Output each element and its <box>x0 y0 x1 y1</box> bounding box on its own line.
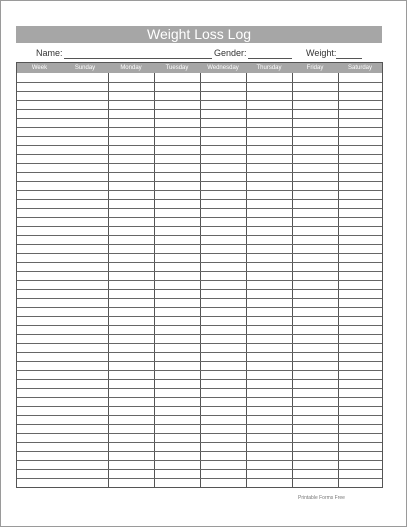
table-row[interactable] <box>17 244 382 245</box>
table-row[interactable] <box>17 262 382 263</box>
table-row[interactable] <box>17 217 382 218</box>
gender-field[interactable] <box>248 58 292 59</box>
table-row[interactable] <box>17 172 382 173</box>
table-row[interactable] <box>17 379 382 380</box>
table-header <box>17 63 382 73</box>
table-row[interactable] <box>17 469 382 470</box>
table-row[interactable] <box>17 334 382 335</box>
weight-label: Weight: <box>306 48 337 58</box>
table-row[interactable] <box>17 352 382 353</box>
table-row[interactable] <box>17 451 382 452</box>
table-row[interactable] <box>17 298 382 299</box>
table-row[interactable] <box>17 118 382 119</box>
table-row[interactable] <box>17 181 382 182</box>
weight-log-table <box>16 62 383 488</box>
table-row[interactable] <box>17 316 382 317</box>
column-header-saturday: Saturday <box>347 65 372 71</box>
table-row[interactable] <box>17 154 382 155</box>
table-row[interactable] <box>17 235 382 236</box>
name-field[interactable] <box>64 58 212 59</box>
table-row[interactable] <box>17 145 382 146</box>
table-row[interactable] <box>17 433 382 434</box>
table-row[interactable] <box>17 190 382 191</box>
table-row[interactable] <box>17 127 382 128</box>
table-row[interactable] <box>17 91 382 92</box>
info-row <box>16 47 383 59</box>
table-row[interactable] <box>17 82 382 83</box>
table-row[interactable] <box>17 370 382 371</box>
column-header-tuesday: Tuesday <box>165 65 189 71</box>
table-row[interactable] <box>17 406 382 407</box>
gender-label: Gender: <box>214 48 247 58</box>
table-row[interactable] <box>17 415 382 416</box>
table-row[interactable] <box>17 424 382 425</box>
table-row[interactable] <box>17 442 382 443</box>
table-row[interactable] <box>17 109 382 110</box>
table-row[interactable] <box>17 289 382 290</box>
name-label: Name: <box>36 48 63 58</box>
weight-field[interactable] <box>336 58 362 59</box>
table-row[interactable] <box>17 199 382 200</box>
table-row[interactable] <box>17 226 382 227</box>
column-header-sunday: Sunday <box>74 65 96 71</box>
table-row[interactable] <box>17 307 382 308</box>
table-row[interactable] <box>17 163 382 164</box>
column-header-friday: Friday <box>306 65 324 71</box>
table-row[interactable] <box>17 397 382 398</box>
column-header-thursday: Thursday <box>256 65 282 71</box>
table-row[interactable] <box>17 280 382 281</box>
table-row[interactable] <box>17 460 382 461</box>
table-row[interactable] <box>17 388 382 389</box>
column-header-monday: Monday <box>120 65 142 71</box>
table-row[interactable] <box>17 478 382 479</box>
table-row[interactable] <box>17 343 382 344</box>
footer-credit: Printable Forms Free <box>298 495 345 501</box>
table-row[interactable] <box>17 361 382 362</box>
table-row[interactable] <box>17 325 382 326</box>
table-row[interactable] <box>17 208 382 209</box>
column-header-wednesday: Wednesday <box>207 65 239 71</box>
table-row[interactable] <box>17 271 382 272</box>
table-row[interactable] <box>17 100 382 101</box>
page-title: Weight Loss Log <box>16 26 382 43</box>
table-row[interactable] <box>17 136 382 137</box>
table-row[interactable] <box>17 253 382 254</box>
column-header-week: Week <box>31 65 48 71</box>
